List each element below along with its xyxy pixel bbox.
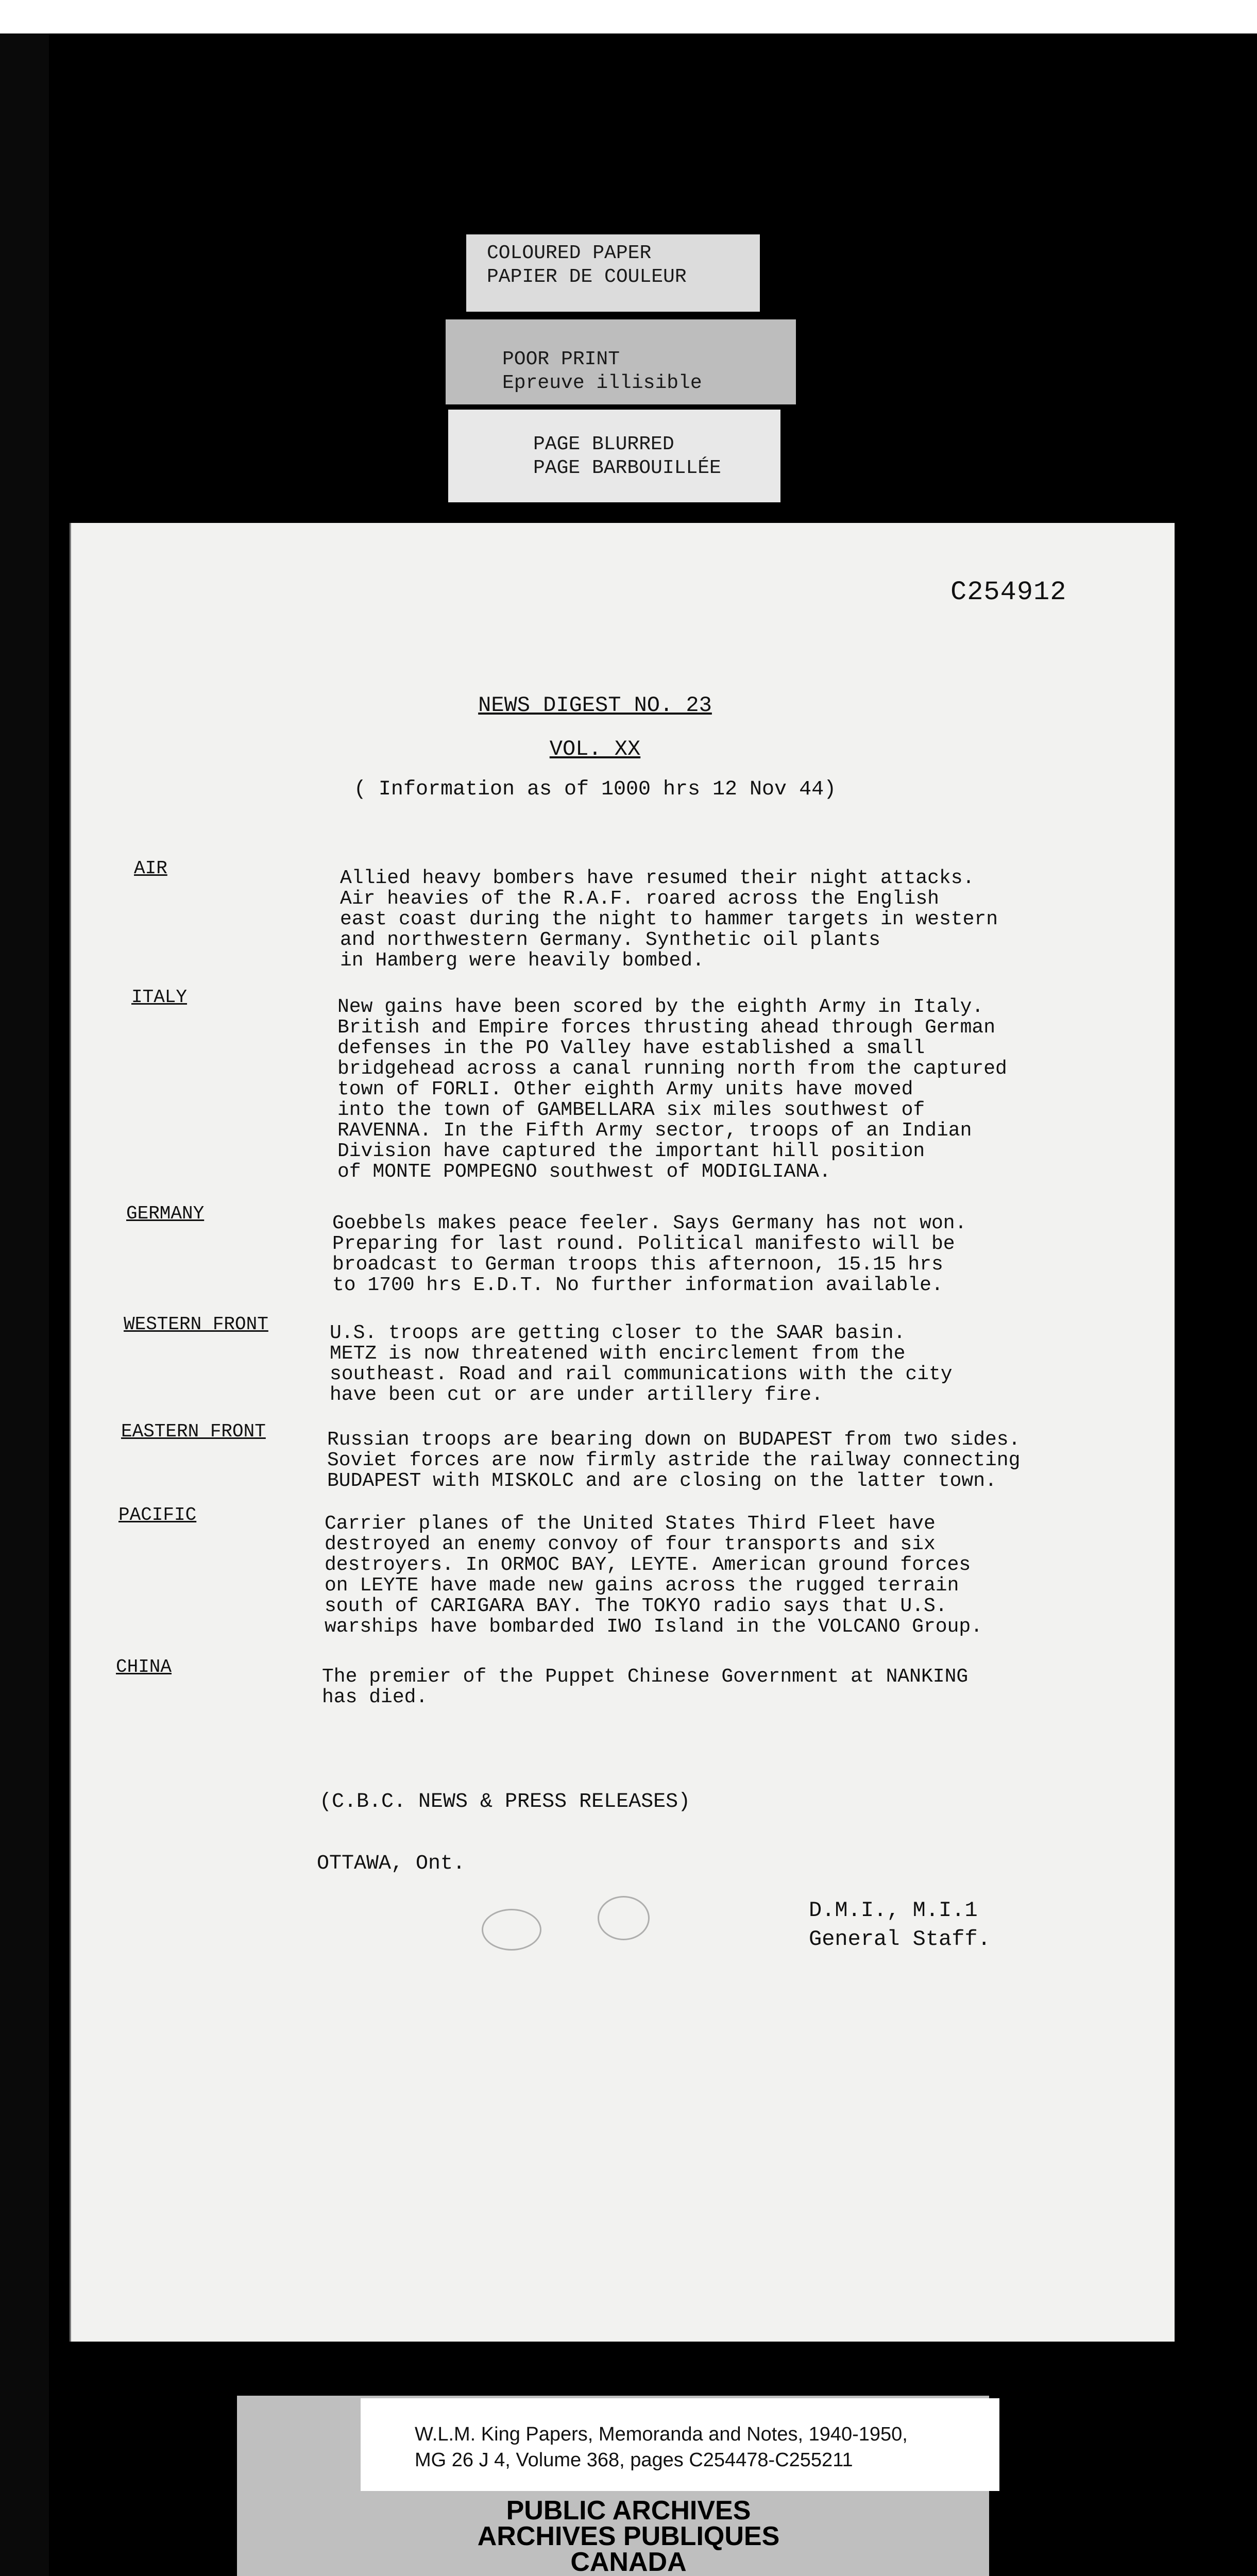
poor-print-line-en: POOR PRINT	[502, 348, 620, 370]
reference-line-2: MG 26 J 4, Volume 368, pages C254478-C255211	[415, 2449, 853, 2471]
archives-line-3: CANADA	[570, 2547, 687, 2576]
ink-smudge	[598, 1896, 650, 1940]
section-text-pacific: Carrier planes of the United States Third Fleet have destroyed an enemy convoy of four transports and six destroyers. In ORMOC BAY, LEYTE. American ground forces on LEYTE have made new gains across the rugged terrain south of CARIGARA BAY. The TOKYO radio says that U.S. warships have bombarded IWO Island in the VOLCANO Group.	[325, 1513, 983, 1638]
source-line: (C.B.C. NEWS & PRESS RELEASES)	[319, 1790, 691, 1814]
coloured-paper-label	[466, 234, 760, 312]
info-line: ( Information as of 1000 hrs 12 Nov 44)	[353, 778, 837, 801]
section-text-italy: New gains have been scored by the eighth Army in Italy. British and Empire forces thrusting ahead through German defenses in the PO Valley have established a small bridgehead across a canal running north from the captured town of FORLI. Other eighth Army units have moved into the town of GAMBELLARA six miles southwest of RAVENNA. In the Fifth Army sector, troops of an Indian Division have captured the important hill position of MONTE POMPEGNO southwest of MODIGLIANA.	[337, 996, 1007, 1183]
section-label-italy: ITALY	[131, 987, 188, 1008]
section-label-germany: GERMANY	[126, 1203, 205, 1224]
reference-card	[361, 2398, 999, 2491]
section-text-eastern-front: Russian troops are bearing down on BUDAPEST from two sides. Soviet forces are now firmly astride the railway connecting BUDAPEST with MISKOLC and are closing on the latter town.	[327, 1429, 1021, 1492]
ink-smudge	[482, 1909, 541, 1951]
section-label-china: CHINA	[116, 1656, 172, 1677]
page-blurred-line-fr: PAGE BARBOUILLÉE	[533, 457, 721, 479]
archives-line-1: PUBLIC ARCHIVES	[506, 2496, 751, 2526]
signature-block: D.M.I., M.I.1 General Staff.	[809, 1898, 991, 1952]
page-blurred-line-en: PAGE BLURRED	[533, 433, 674, 455]
place-line: OTTAWA, Ont.	[317, 1852, 466, 1875]
section-label-western-front: WESTERN FRONT	[124, 1314, 268, 1335]
top-border	[0, 0, 1257, 33]
section-text-china: The premier of the Puppet Chinese Government at NANKING has died.	[322, 1666, 969, 1708]
document-title: NEWS DIGEST NO. 23	[478, 693, 712, 718]
section-text-western-front: U.S. troops are getting closer to the SAAR basin. METZ is now threatened with encirclement from the southeast. Road and rail communications with the city have been cut or are under artillery fire.	[330, 1322, 953, 1406]
poor-print-label	[446, 319, 796, 404]
page-blurred-label	[448, 410, 780, 502]
coloured-paper-line-fr: PAPIER DE COULEUR	[487, 266, 687, 288]
poor-print-line-fr: Epreuve illisible	[502, 372, 702, 394]
section-label-pacific: PACIFIC	[118, 1504, 197, 1526]
left-gutter	[0, 33, 49, 2576]
section-label-air: AIR	[134, 858, 167, 879]
archives-line-2: ARCHIVES PUBLIQUES	[477, 2521, 780, 2551]
section-label-eastern-front: EASTERN FRONT	[121, 1421, 266, 1442]
section-text-air: Allied heavy bombers have resumed their night attacks. Air heavies of the R.A.F. roared across the English east coast during the night to hammer targets in western and northwestern Germany. Synthetic oil plants in Hamberg were heavily bombed.	[340, 867, 998, 972]
section-text-germany: Goebbels makes peace feeler. Says Germany has not won. Preparing for last round. Political manifesto will be broadcast to German troops this afternoon, 15.15 hrs to 1700 hrs E.D.T. No further information available.	[332, 1212, 967, 1296]
coloured-paper-line-en: COLOURED PAPER	[487, 242, 652, 264]
reference-line-1: W.L.M. King Papers, Memoranda and Notes, 1940-1950,	[415, 2424, 908, 2445]
document-number: C254912	[950, 577, 1067, 607]
volume-label: VOL. XX	[549, 737, 641, 761]
